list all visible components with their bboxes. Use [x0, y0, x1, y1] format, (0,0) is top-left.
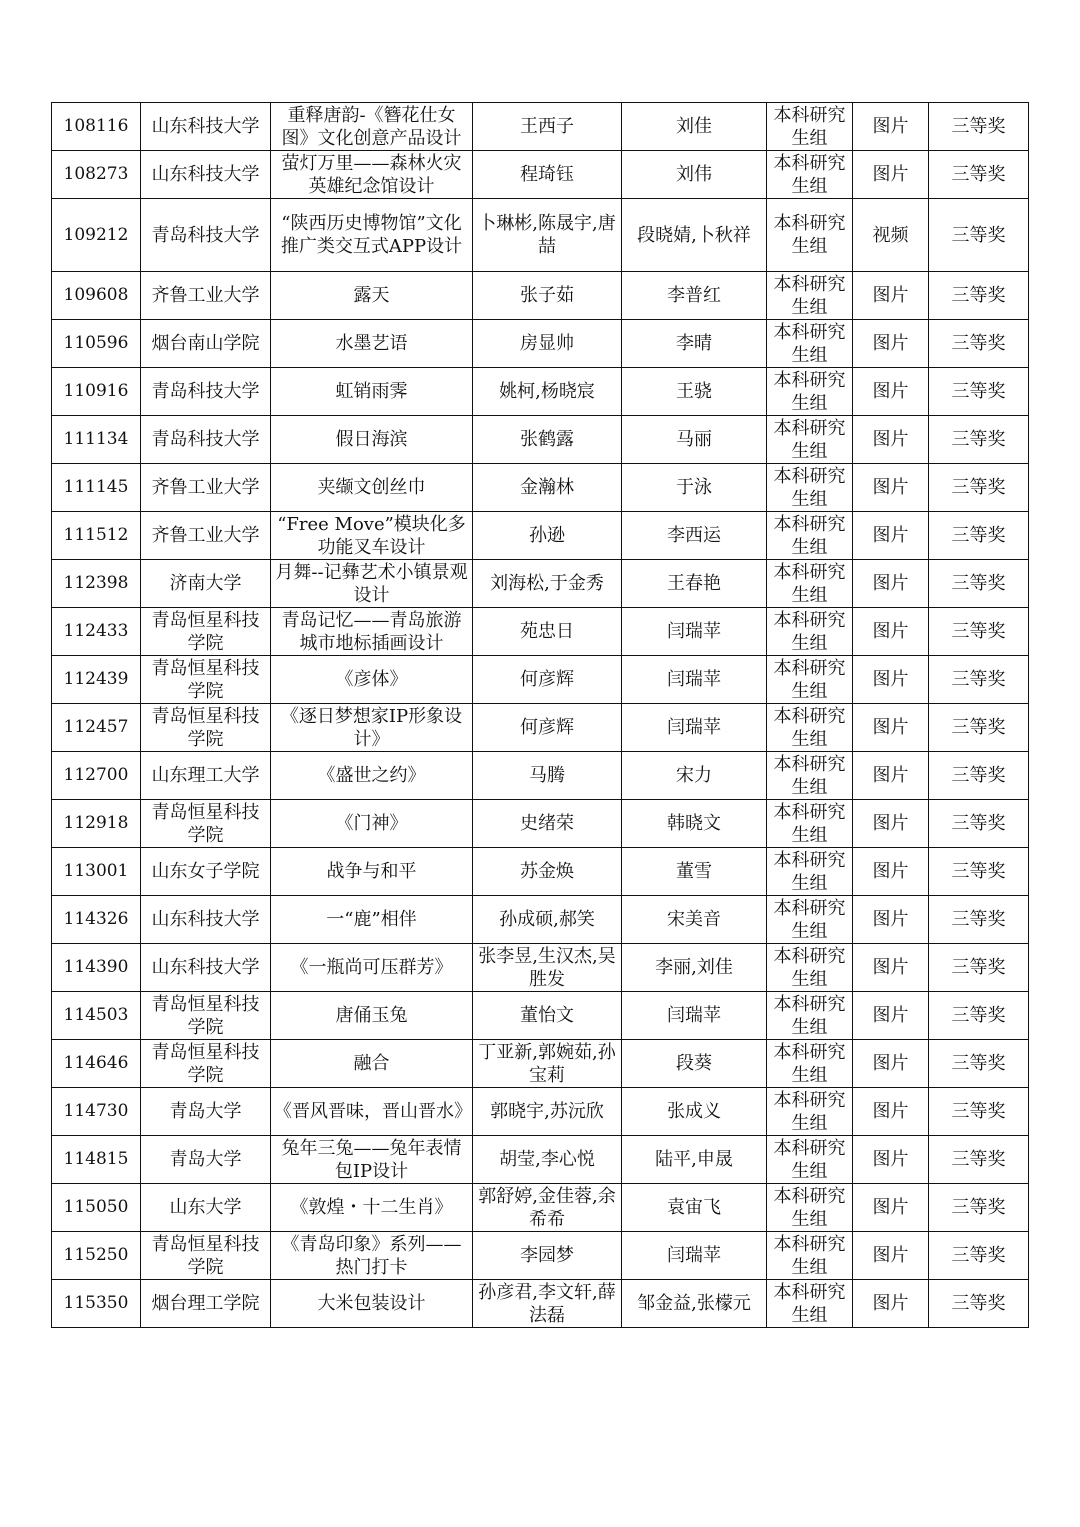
award-cell: 三等奖: [929, 656, 1029, 704]
work-title-cell: 战争与和平: [271, 848, 473, 896]
entry-id-cell: 114815: [52, 1136, 141, 1184]
table-row: [52, 752, 1029, 800]
group-cell: 本科研究生组: [767, 848, 853, 896]
advisor-cell: 宋力: [622, 752, 767, 800]
media-type-cell: 图片: [853, 1232, 929, 1280]
table-row: [52, 1040, 1029, 1088]
award-cell: 三等奖: [929, 1136, 1029, 1184]
advisor-cell: 王春艳: [622, 560, 767, 608]
award-cell: 三等奖: [929, 704, 1029, 752]
work-title-cell: 虹销雨霁: [271, 368, 473, 416]
work-title-cell: 《青岛印象》系列——热门打卡: [271, 1232, 473, 1280]
award-cell: 三等奖: [929, 151, 1029, 199]
advisor-cell: 李西运: [622, 512, 767, 560]
authors-cell: 卜琳彬,陈晟宇,唐喆: [473, 199, 622, 272]
work-title-cell: “Free Move”模块化多功能叉车设计: [271, 512, 473, 560]
table-row: [52, 896, 1029, 944]
table-row: [52, 992, 1029, 1040]
school-cell: 青岛恒星科技学院: [141, 800, 271, 848]
table-row: [52, 464, 1029, 512]
table-row: [52, 151, 1029, 199]
school-cell: 青岛恒星科技学院: [141, 1232, 271, 1280]
group-cell: 本科研究生组: [767, 1280, 853, 1328]
entry-id-cell: 115050: [52, 1184, 141, 1232]
school-cell: 齐鲁工业大学: [141, 464, 271, 512]
school-cell: 齐鲁工业大学: [141, 512, 271, 560]
work-title-cell: 水墨艺语: [271, 320, 473, 368]
work-title-cell: 《敦煌・十二生肖》: [271, 1184, 473, 1232]
advisor-cell: 闫瑞苹: [622, 1232, 767, 1280]
table-row: [52, 1184, 1029, 1232]
authors-cell: 房显帅: [473, 320, 622, 368]
work-title-cell: 露天: [271, 272, 473, 320]
media-type-cell: 图片: [853, 992, 929, 1040]
work-title-cell: 重释唐韵-《簪花仕女图》文化创意产品设计: [271, 103, 473, 151]
school-cell: 青岛大学: [141, 1088, 271, 1136]
group-cell: 本科研究生组: [767, 800, 853, 848]
advisor-cell: 闫瑞苹: [622, 992, 767, 1040]
award-cell: 三等奖: [929, 320, 1029, 368]
entry-id-cell: 110916: [52, 368, 141, 416]
award-cell: 三等奖: [929, 608, 1029, 656]
award-cell: 三等奖: [929, 416, 1029, 464]
school-cell: 山东科技大学: [141, 944, 271, 992]
group-cell: 本科研究生组: [767, 1184, 853, 1232]
media-type-cell: 图片: [853, 320, 929, 368]
award-cell: 三等奖: [929, 464, 1029, 512]
media-type-cell: 图片: [853, 800, 929, 848]
group-cell: 本科研究生组: [767, 1088, 853, 1136]
entry-id-cell: 108116: [52, 103, 141, 151]
advisor-cell: 李丽,刘佳: [622, 944, 767, 992]
group-cell: 本科研究生组: [767, 1232, 853, 1280]
group-cell: 本科研究生组: [767, 1040, 853, 1088]
group-cell: 本科研究生组: [767, 272, 853, 320]
work-title-cell: 唐俑玉兔: [271, 992, 473, 1040]
media-type-cell: 图片: [853, 704, 929, 752]
school-cell: 青岛恒星科技学院: [141, 608, 271, 656]
media-type-cell: 图片: [853, 464, 929, 512]
school-cell: 山东科技大学: [141, 103, 271, 151]
advisor-cell: 刘伟: [622, 151, 767, 199]
entry-id-cell: 112457: [52, 704, 141, 752]
school-cell: 青岛恒星科技学院: [141, 992, 271, 1040]
advisor-cell: 李普红: [622, 272, 767, 320]
advisor-cell: 马丽: [622, 416, 767, 464]
group-cell: 本科研究生组: [767, 320, 853, 368]
group-cell: 本科研究生组: [767, 464, 853, 512]
entry-id-cell: 109608: [52, 272, 141, 320]
table-row: [52, 368, 1029, 416]
table-row: [52, 1280, 1029, 1328]
advisor-cell: 袁宙飞: [622, 1184, 767, 1232]
group-cell: 本科研究生组: [767, 896, 853, 944]
authors-cell: 郭晓宇,苏沅欣: [473, 1088, 622, 1136]
entry-id-cell: 114730: [52, 1088, 141, 1136]
authors-cell: 丁亚新,郭婉茹,孙宝莉: [473, 1040, 622, 1088]
work-title-cell: 大米包装设计: [271, 1280, 473, 1328]
school-cell: 济南大学: [141, 560, 271, 608]
table-row: [52, 704, 1029, 752]
group-cell: 本科研究生组: [767, 199, 853, 272]
advisor-cell: 王骁: [622, 368, 767, 416]
work-title-cell: 《一瓶尚可压群芳》: [271, 944, 473, 992]
authors-cell: 张李昱,生汉杰,吴胜发: [473, 944, 622, 992]
entry-id-cell: 112700: [52, 752, 141, 800]
school-cell: 青岛科技大学: [141, 368, 271, 416]
table-row: [52, 103, 1029, 151]
award-cell: 三等奖: [929, 1040, 1029, 1088]
group-cell: 本科研究生组: [767, 1136, 853, 1184]
table-row: [52, 608, 1029, 656]
group-cell: 本科研究生组: [767, 103, 853, 151]
advisor-cell: 韩晓文: [622, 800, 767, 848]
media-type-cell: 视频: [853, 199, 929, 272]
group-cell: 本科研究生组: [767, 992, 853, 1040]
award-cell: 三等奖: [929, 368, 1029, 416]
authors-cell: 史绪荣: [473, 800, 622, 848]
table-row: [52, 199, 1029, 272]
group-cell: 本科研究生组: [767, 151, 853, 199]
award-cell: 三等奖: [929, 512, 1029, 560]
media-type-cell: 图片: [853, 608, 929, 656]
media-type-cell: 图片: [853, 1088, 929, 1136]
school-cell: 山东科技大学: [141, 896, 271, 944]
group-cell: 本科研究生组: [767, 944, 853, 992]
school-cell: 青岛大学: [141, 1136, 271, 1184]
table-body: [52, 103, 1029, 1328]
table-row: [52, 1088, 1029, 1136]
entry-id-cell: 112433: [52, 608, 141, 656]
entry-id-cell: 109212: [52, 199, 141, 272]
entry-id-cell: 115250: [52, 1232, 141, 1280]
award-cell: 三等奖: [929, 1088, 1029, 1136]
work-title-cell: 青岛记忆——青岛旅游城市地标插画设计: [271, 608, 473, 656]
media-type-cell: 图片: [853, 560, 929, 608]
entry-id-cell: 113001: [52, 848, 141, 896]
media-type-cell: 图片: [853, 103, 929, 151]
authors-cell: 刘海松,于金秀: [473, 560, 622, 608]
advisor-cell: 于泳: [622, 464, 767, 512]
authors-cell: 苏金焕: [473, 848, 622, 896]
authors-cell: 王西子: [473, 103, 622, 151]
advisor-cell: 陆平,申晟: [622, 1136, 767, 1184]
school-cell: 山东理工大学: [141, 752, 271, 800]
table-row: [52, 656, 1029, 704]
work-title-cell: 融合: [271, 1040, 473, 1088]
entry-id-cell: 108273: [52, 151, 141, 199]
work-title-cell: 兔年三兔——兔年表情包IP设计: [271, 1136, 473, 1184]
group-cell: 本科研究生组: [767, 656, 853, 704]
group-cell: 本科研究生组: [767, 608, 853, 656]
media-type-cell: 图片: [853, 944, 929, 992]
group-cell: 本科研究生组: [767, 368, 853, 416]
award-cell: 三等奖: [929, 752, 1029, 800]
school-cell: 烟台南山学院: [141, 320, 271, 368]
school-cell: 山东大学: [141, 1184, 271, 1232]
authors-cell: 孙逊: [473, 512, 622, 560]
award-cell: 三等奖: [929, 944, 1029, 992]
authors-cell: 何彦辉: [473, 704, 622, 752]
entry-id-cell: 115350: [52, 1280, 141, 1328]
school-cell: 齐鲁工业大学: [141, 272, 271, 320]
school-cell: 青岛科技大学: [141, 199, 271, 272]
entry-id-cell: 114503: [52, 992, 141, 1040]
award-cell: 三等奖: [929, 560, 1029, 608]
entry-id-cell: 111134: [52, 416, 141, 464]
advisor-cell: 张成义: [622, 1088, 767, 1136]
award-cell: 三等奖: [929, 800, 1029, 848]
media-type-cell: 图片: [853, 848, 929, 896]
media-type-cell: 图片: [853, 752, 929, 800]
entry-id-cell: 112398: [52, 560, 141, 608]
table-row: [52, 1136, 1029, 1184]
school-cell: 青岛恒星科技学院: [141, 656, 271, 704]
advisor-cell: 宋美音: [622, 896, 767, 944]
work-title-cell: 假日海滨: [271, 416, 473, 464]
group-cell: 本科研究生组: [767, 704, 853, 752]
table-row: [52, 848, 1029, 896]
advisor-cell: 闫瑞苹: [622, 656, 767, 704]
entry-id-cell: 114390: [52, 944, 141, 992]
group-cell: 本科研究生组: [767, 416, 853, 464]
school-cell: 山东科技大学: [141, 151, 271, 199]
advisor-cell: 段晓婧,卜秋祥: [622, 199, 767, 272]
authors-cell: 孙成硕,郝笑: [473, 896, 622, 944]
entry-id-cell: 111145: [52, 464, 141, 512]
work-title-cell: 《盛世之约》: [271, 752, 473, 800]
table-row: [52, 272, 1029, 320]
authors-cell: 程琦钰: [473, 151, 622, 199]
media-type-cell: 图片: [853, 272, 929, 320]
work-title-cell: 夹缬文创丝巾: [271, 464, 473, 512]
entry-id-cell: 114326: [52, 896, 141, 944]
work-title-cell: 一“鹿”相伴: [271, 896, 473, 944]
authors-cell: 董怡文: [473, 992, 622, 1040]
media-type-cell: 图片: [853, 1136, 929, 1184]
group-cell: 本科研究生组: [767, 752, 853, 800]
advisor-cell: 段葵: [622, 1040, 767, 1088]
entry-id-cell: 112918: [52, 800, 141, 848]
media-type-cell: 图片: [853, 151, 929, 199]
authors-cell: 李园梦: [473, 1232, 622, 1280]
award-cell: 三等奖: [929, 1232, 1029, 1280]
media-type-cell: 图片: [853, 368, 929, 416]
media-type-cell: 图片: [853, 1280, 929, 1328]
table-row: [52, 512, 1029, 560]
authors-cell: 胡莹,李心悦: [473, 1136, 622, 1184]
award-cell: 三等奖: [929, 1184, 1029, 1232]
work-title-cell: 萤灯万里——森林火灾英雄纪念馆设计: [271, 151, 473, 199]
authors-cell: 郭舒婷,金佳蓉,余希希: [473, 1184, 622, 1232]
award-cell: 三等奖: [929, 272, 1029, 320]
school-cell: 青岛恒星科技学院: [141, 1040, 271, 1088]
media-type-cell: 图片: [853, 1184, 929, 1232]
work-title-cell: “陕西历史博物馆”文化推广类交互式APP设计: [271, 199, 473, 272]
table-row: [52, 944, 1029, 992]
table-row: [52, 800, 1029, 848]
entry-id-cell: 114646: [52, 1040, 141, 1088]
school-cell: 青岛科技大学: [141, 416, 271, 464]
school-cell: 青岛恒星科技学院: [141, 704, 271, 752]
authors-cell: 孙彦君,李文轩,薛法磊: [473, 1280, 622, 1328]
award-cell: 三等奖: [929, 1280, 1029, 1328]
group-cell: 本科研究生组: [767, 560, 853, 608]
award-cell: 三等奖: [929, 896, 1029, 944]
school-cell: 烟台理工学院: [141, 1280, 271, 1328]
authors-cell: 苑忠日: [473, 608, 622, 656]
authors-cell: 何彦辉: [473, 656, 622, 704]
media-type-cell: 图片: [853, 656, 929, 704]
award-cell: 三等奖: [929, 103, 1029, 151]
table-row: [52, 416, 1029, 464]
work-title-cell: 《门神》: [271, 800, 473, 848]
advisor-cell: 闫瑞苹: [622, 704, 767, 752]
table-row: [52, 560, 1029, 608]
work-title-cell: 《晋风晋味，晋山晋水》: [271, 1088, 473, 1136]
advisor-cell: 李晴: [622, 320, 767, 368]
advisor-cell: 闫瑞苹: [622, 608, 767, 656]
group-cell: 本科研究生组: [767, 512, 853, 560]
media-type-cell: 图片: [853, 1040, 929, 1088]
award-results-table: [51, 102, 1029, 1328]
entry-id-cell: 110596: [52, 320, 141, 368]
advisor-cell: 董雪: [622, 848, 767, 896]
award-cell: 三等奖: [929, 848, 1029, 896]
entry-id-cell: 111512: [52, 512, 141, 560]
authors-cell: 姚柯,杨晓宸: [473, 368, 622, 416]
table-row: [52, 1232, 1029, 1280]
authors-cell: 金瀚林: [473, 464, 622, 512]
authors-cell: 马腾: [473, 752, 622, 800]
advisor-cell: 刘佳: [622, 103, 767, 151]
media-type-cell: 图片: [853, 896, 929, 944]
media-type-cell: 图片: [853, 416, 929, 464]
work-title-cell: 《逐日梦想家IP形象设计》: [271, 704, 473, 752]
authors-cell: 张鹤露: [473, 416, 622, 464]
media-type-cell: 图片: [853, 512, 929, 560]
award-cell: 三等奖: [929, 199, 1029, 272]
work-title-cell: 月舞--记彝艺术小镇景观设计: [271, 560, 473, 608]
entry-id-cell: 112439: [52, 656, 141, 704]
table-row: [52, 320, 1029, 368]
work-title-cell: 《彦体》: [271, 656, 473, 704]
advisor-cell: 邹金益,张檬元: [622, 1280, 767, 1328]
school-cell: 山东女子学院: [141, 848, 271, 896]
award-cell: 三等奖: [929, 992, 1029, 1040]
authors-cell: 张子茹: [473, 272, 622, 320]
